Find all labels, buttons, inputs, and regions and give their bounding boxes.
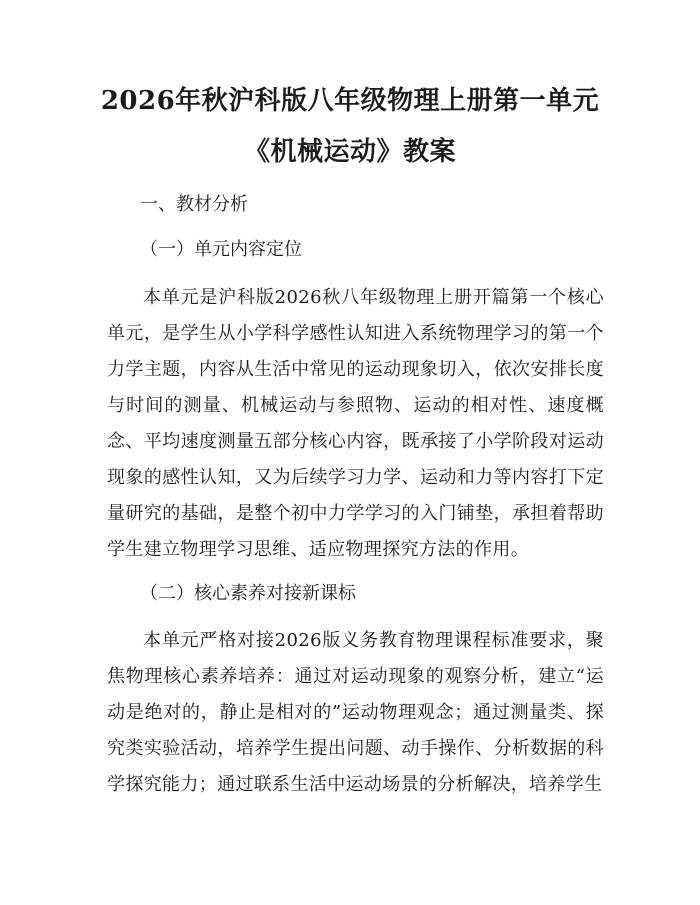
paragraph-unit-positioning: 本单元是沪科版2026秋八年级物理上册开篇第一个核心单元，是学生从小学科学感性认知进入系统物理学习的第一个力学主题，内容从生活中常见的运动现象切入，依次安排长度与时间的测量、机械运动与参照物、运动的相对性、速度概念、平均速度测量五部分核心内容，既承接了小学阶段对运动现象的感性认知，又为后续学习力学、运动和力等内容打下定量研究的基础，是整个初中力学学习的入门铺垫，承担着帮助学生建立物理学习思维、适应物理探究方法的作用。 (107, 287, 604, 560)
paragraph-core-literacy: 本单元严格对接2026版义务教育物理课程标准要求，聚焦物理核心素养培养：通过对运动现象的观察分析，建立“运动是绝对的，静止是相对的”运动物理观念；通过测量类、探究类实验活动，培养学生提出问题、动手操作、分析数据的科学探究能力；通过联系生活中运动场景的分析解决，培养学生 (107, 630, 604, 795)
subsection-heading-core-literacy: （二）核心素养对接新课标 (140, 583, 356, 604)
document-title-line-2: 《机械运动》教案 (243, 137, 456, 167)
section-heading-textbook-analysis: 一、教材分析 (140, 194, 248, 215)
subsection-heading-unit-positioning: （一）单元内容定位 (140, 239, 302, 260)
document-title-line-1: 2026年秋沪科版八年级物理上册第一单元 (100, 86, 600, 116)
